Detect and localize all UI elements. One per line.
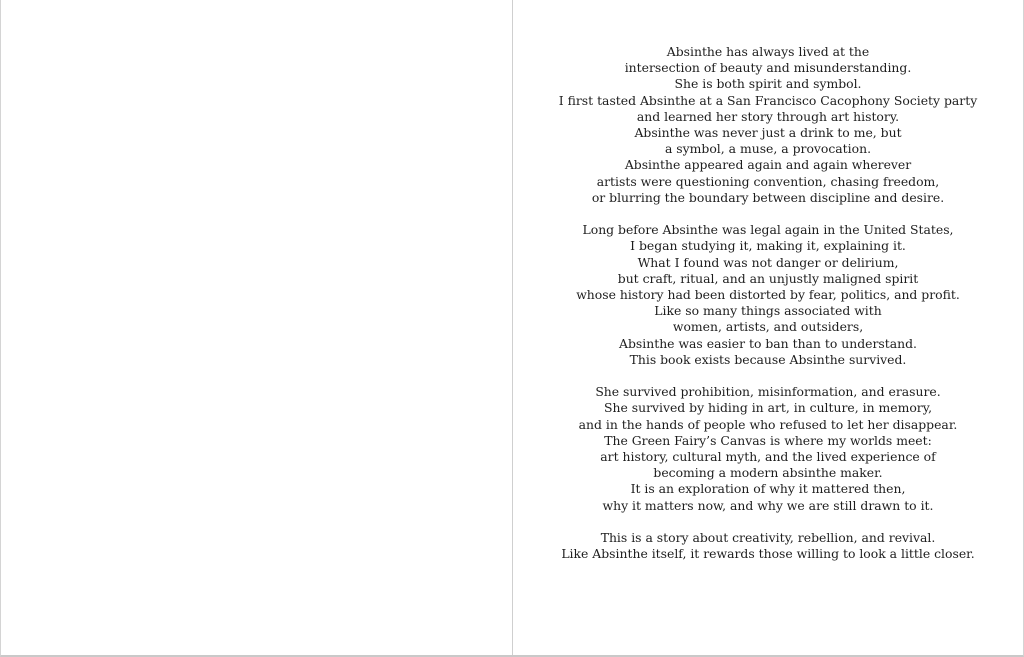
text-line: She is both spirit and symbol. — [674, 76, 862, 92]
text-line: I first tasted Absinthe at a San Francisco Cacophony Society party — [558, 92, 978, 108]
text-line: and learned her story through art history. — [636, 108, 900, 124]
text-line: art history, cultural myth, and the lived experience of — [600, 449, 936, 465]
left-page — [1, 0, 512, 655]
text-line: It is an exploration of why it mattered then, — [630, 481, 906, 497]
text-line: This is a story about creativity, rebellion, and revival. — [600, 530, 936, 546]
poem-text-block — [513, 44, 1023, 562]
text-line: The Green Fairy’s Canvas is where my worlds meet: — [604, 432, 932, 448]
text-line: Absinthe was never just a drink to me, but — [634, 125, 902, 141]
text-line: She survived by hiding in art, in culture, in memory, — [603, 400, 933, 416]
text-line: becoming a modern absinthe maker. — [653, 465, 883, 481]
text-line: Absinthe appeared again and again wherever — [624, 157, 912, 173]
text-line: What I found was not danger or delirium, — [637, 254, 899, 270]
text-line: Absinthe was easier to ban than to understand. — [619, 335, 917, 351]
paragraph-2 — [513, 222, 1023, 368]
text-line: why it matters now, and why we are still drawn to it. — [602, 497, 934, 513]
text-line: She survived prohibition, misinformation, and erasure. — [595, 384, 941, 400]
text-line: a symbol, a muse, a provocation. — [664, 141, 872, 157]
paragraph-3 — [513, 384, 1023, 514]
text-line: I began studying it, making it, explaining it. — [630, 238, 906, 254]
right-page — [513, 0, 1023, 655]
text-line: women, artists, and outsiders, — [672, 319, 864, 335]
text-line: artists were questioning convention, chasing freedom, — [596, 173, 940, 189]
text-line: but craft, ritual, and an unjustly maligned spirit — [617, 270, 919, 286]
text-line: This book exists because Absinthe survived. — [629, 351, 907, 367]
text-line: Like so many things associated with — [654, 303, 882, 319]
text-line: Like Absinthe itself, it rewards those willing to look a little closer. — [561, 546, 975, 562]
text-line: Long before Absinthe was legal again in the United States, — [582, 222, 954, 238]
text-line: or blurring the boundary between discipline and desire. — [591, 189, 945, 205]
text-line: Absinthe has always lived at the — [666, 44, 870, 59]
text-line: and in the hands of people who refused to let her disappear. — [578, 416, 958, 432]
paragraph-4 — [513, 530, 1023, 562]
paragraph-1 — [513, 44, 1023, 206]
text-line: intersection of beauty and misunderstanding. — [624, 60, 912, 76]
text-line: whose history had been distorted by fear, politics, and profit. — [576, 287, 960, 303]
